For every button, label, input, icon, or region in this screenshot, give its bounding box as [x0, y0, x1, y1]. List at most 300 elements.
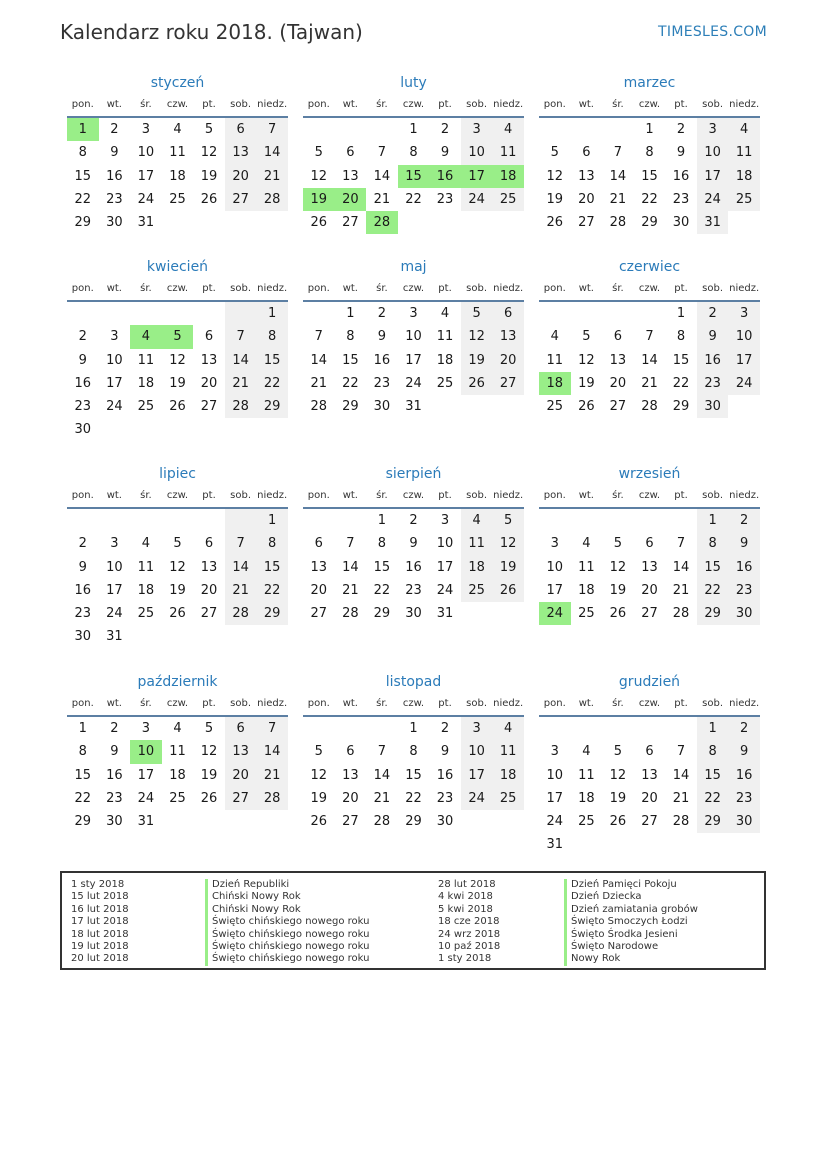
day-grid — [303, 118, 524, 234]
weekday-label: sob. — [230, 283, 252, 294]
weekday-label: pt. — [202, 490, 216, 501]
day-cell: 17 — [137, 168, 155, 184]
holiday-day-cell: 28 — [366, 211, 398, 234]
day-cell: 20 — [609, 375, 627, 391]
legend-date: 1 sty 2018 — [438, 953, 492, 965]
month-block — [67, 252, 288, 442]
legend-dates-left — [71, 879, 129, 966]
day-cell: 29 — [256, 395, 288, 418]
day-cell: 24 — [697, 188, 729, 211]
day-cell: 18 — [492, 764, 524, 787]
day-cell: 21 — [609, 191, 627, 207]
day-cell: 25 — [169, 790, 186, 806]
day-cell: 21 — [256, 165, 288, 188]
day-cell: 1 — [697, 509, 729, 532]
day-cell: 11 — [546, 352, 564, 368]
day-cell: 29 — [373, 606, 391, 622]
day-cell: 9 — [440, 145, 450, 161]
day-cell: 21 — [256, 764, 288, 787]
legend-holiday-name: Święto chińskiego nowego roku — [212, 953, 370, 965]
day-cell-empty — [366, 717, 398, 740]
weekday-label: pt. — [674, 283, 688, 294]
day-cell: 1 — [409, 122, 418, 137]
day-cell: 30 — [728, 602, 760, 625]
month-block — [303, 68, 524, 234]
day-cell: 25 — [461, 579, 493, 602]
weekday-label: pon. — [543, 698, 566, 709]
day-cell-empty — [665, 717, 697, 740]
day-cell: 18 — [578, 582, 595, 598]
weekday-label: pon. — [543, 490, 566, 501]
day-cell-empty — [539, 509, 571, 532]
weekday-label: pon. — [307, 99, 330, 110]
day-cell: 31 — [436, 606, 454, 622]
day-cell: 28 — [641, 399, 658, 415]
day-cell: 31 — [546, 837, 564, 853]
weekday-label: pt. — [674, 99, 688, 110]
month-name: wrzesień — [618, 466, 681, 482]
weekday-header — [539, 94, 760, 118]
day-cell: 14 — [225, 556, 257, 579]
month-block — [539, 459, 760, 625]
day-cell: 16 — [405, 559, 422, 575]
day-cell: 20 — [200, 582, 218, 598]
day-cell: 11 — [492, 141, 524, 164]
day-cell: 5 — [550, 145, 559, 161]
day-cell: 13 — [310, 559, 328, 575]
weekday-header — [303, 94, 524, 118]
weekday-label: czw. — [638, 283, 661, 294]
day-cell: 28 — [672, 814, 690, 830]
day-cell: 3 — [409, 306, 418, 321]
day-cell: 4 — [141, 536, 151, 552]
legend-holiday-name: Święto Środka Jesieni — [571, 928, 678, 940]
day-cell-empty — [366, 118, 398, 141]
month-block — [67, 667, 288, 833]
month-block — [67, 68, 288, 234]
day-cell: 5 — [314, 145, 323, 161]
weekday-label: czw. — [638, 698, 661, 709]
day-cell: 7 — [225, 532, 257, 555]
day-cell: 27 — [578, 215, 595, 231]
day-cell: 12 — [310, 767, 328, 783]
legend-date: 18 lut 2018 — [71, 928, 129, 940]
holiday-day-cell: 10 — [130, 740, 162, 763]
day-cell: 18 — [728, 165, 760, 188]
day-cell: 28 — [310, 399, 328, 415]
day-cell: 22 — [74, 191, 92, 207]
day-cell: 25 — [546, 399, 564, 415]
day-cell: 28 — [609, 215, 627, 231]
legend-holiday-name: Święto chińskiego nowego roku — [212, 928, 370, 940]
day-cell: 23 — [106, 790, 123, 806]
weekday-label: niedz. — [493, 698, 524, 709]
weekday-label: sob. — [466, 99, 488, 110]
day-cell: 22 — [373, 582, 391, 598]
legend-date: 20 lut 2018 — [71, 953, 129, 965]
day-cell: 14 — [256, 141, 288, 164]
day-cell: 23 — [672, 191, 690, 207]
weekday-label: pt. — [202, 283, 216, 294]
day-cell: 11 — [137, 559, 155, 575]
day-cell: 7 — [256, 118, 288, 141]
weekday-label: niedz. — [493, 99, 524, 110]
day-cell: 7 — [377, 145, 387, 161]
day-cell: 18 — [137, 582, 155, 598]
weekday-label: niedz. — [257, 698, 288, 709]
day-cell: 17 — [461, 764, 493, 787]
day-cell: 23 — [436, 191, 454, 207]
weekday-header — [67, 485, 288, 509]
day-cell: 20 — [578, 191, 595, 207]
day-cell: 6 — [346, 145, 355, 161]
month-block — [539, 252, 760, 418]
day-cell: 15 — [697, 764, 729, 787]
day-cell: 13 — [609, 352, 627, 368]
day-cell: 29 — [641, 215, 658, 231]
day-cell: 8 — [697, 532, 729, 555]
day-cell: 24 — [728, 372, 760, 395]
day-cell: 3 — [141, 122, 151, 137]
day-cell: 25 — [578, 606, 595, 622]
day-cell-empty — [571, 118, 603, 141]
day-cell: 21 — [225, 372, 257, 395]
day-cell: 14 — [310, 352, 328, 368]
day-cell: 2 — [78, 329, 87, 345]
day-cell: 24 — [106, 606, 123, 622]
day-cell: 9 — [78, 559, 87, 575]
day-cell-empty — [335, 509, 367, 532]
day-cell-empty — [193, 509, 225, 532]
day-cell-empty — [130, 509, 162, 532]
day-cell: 16 — [373, 352, 391, 368]
day-cell: 31 — [106, 629, 123, 645]
weekday-header — [539, 278, 760, 302]
day-grid — [67, 118, 288, 234]
day-cell: 11 — [492, 740, 524, 763]
day-cell: 20 — [200, 375, 218, 391]
day-cell: 1 — [697, 717, 729, 740]
day-cell: 7 — [676, 536, 686, 552]
month-name: luty — [400, 75, 427, 91]
day-cell: 18 — [436, 352, 454, 368]
day-cell: 29 — [405, 814, 422, 830]
weekday-label: pt. — [674, 490, 688, 501]
weekday-label: wt. — [106, 283, 122, 294]
day-cell: 25 — [578, 814, 595, 830]
day-cell: 6 — [492, 302, 524, 325]
day-cell: 24 — [405, 375, 422, 391]
day-grid — [67, 509, 288, 649]
day-cell: 14 — [641, 352, 658, 368]
legend-holiday-name: Święto chińskiego nowego roku — [212, 916, 370, 928]
weekday-label: sob. — [230, 490, 252, 501]
day-cell: 2 — [78, 536, 87, 552]
weekday-label: śr. — [140, 283, 152, 294]
day-grid — [303, 717, 524, 833]
day-cell: 20 — [641, 582, 658, 598]
day-cell: 1 — [377, 513, 387, 528]
day-cell: 6 — [346, 744, 355, 760]
day-cell: 29 — [74, 215, 92, 231]
day-cell: 25 — [436, 375, 454, 391]
day-cell: 22 — [256, 579, 288, 602]
day-cell: 2 — [728, 717, 760, 740]
day-cell: 26 — [609, 606, 627, 622]
day-cell: 26 — [578, 399, 595, 415]
day-cell: 3 — [550, 744, 559, 760]
day-cell: 14 — [342, 559, 359, 575]
day-cell: 9 — [728, 532, 760, 555]
day-cell: 13 — [641, 767, 658, 783]
day-cell: 4 — [492, 717, 524, 740]
weekday-label: śr. — [376, 698, 388, 709]
day-cell: 2 — [440, 122, 450, 137]
day-cell: 23 — [728, 787, 760, 810]
day-cell: 5 — [582, 329, 591, 345]
day-cell: 27 — [225, 787, 257, 810]
legend-holiday-name: Chiński Nowy Rok — [212, 903, 301, 915]
day-cell: 15 — [74, 767, 92, 783]
day-cell: 25 — [492, 188, 524, 211]
weekday-label: czw. — [402, 490, 425, 501]
day-cell: 24 — [106, 399, 123, 415]
weekday-label: niedz. — [257, 490, 288, 501]
day-cell: 10 — [461, 141, 493, 164]
day-cell: 12 — [609, 767, 627, 783]
day-cell: 3 — [110, 329, 119, 345]
day-cell: 24 — [137, 790, 155, 806]
day-cell: 17 — [405, 352, 422, 368]
month-block — [303, 459, 524, 625]
weekday-label: czw. — [638, 490, 661, 501]
weekday-label: niedz. — [729, 698, 760, 709]
day-grid — [539, 118, 760, 234]
day-cell: 20 — [225, 764, 257, 787]
day-cell: 26 — [200, 191, 218, 207]
day-cell: 13 — [225, 740, 257, 763]
holiday-day-cell: 17 — [461, 165, 493, 188]
day-cell: 28 — [373, 814, 391, 830]
day-cell: 8 — [78, 744, 87, 760]
day-cell: 30 — [672, 215, 690, 231]
weekday-header — [67, 693, 288, 717]
legend-date: 16 lut 2018 — [71, 903, 129, 915]
day-cell-empty — [634, 717, 666, 740]
day-cell: 16 — [728, 764, 760, 787]
holiday-day-cell: 20 — [335, 188, 367, 211]
weekday-label: niedz. — [257, 283, 288, 294]
day-cell: 29 — [342, 399, 359, 415]
holiday-day-cell: 15 — [398, 165, 430, 188]
day-cell: 22 — [641, 191, 658, 207]
day-cell: 20 — [310, 582, 328, 598]
day-cell: 15 — [74, 168, 92, 184]
weekday-label: pon. — [71, 99, 94, 110]
day-cell: 7 — [225, 325, 257, 348]
day-cell-empty — [225, 509, 257, 532]
day-cell: 11 — [461, 532, 493, 555]
day-cell: 22 — [405, 790, 422, 806]
day-cell: 9 — [440, 744, 450, 760]
day-cell: 24 — [137, 191, 155, 207]
day-cell: 14 — [373, 168, 391, 184]
day-cell: 16 — [728, 556, 760, 579]
day-cell: 11 — [728, 141, 760, 164]
day-cell-empty — [571, 717, 603, 740]
day-cell: 11 — [169, 744, 186, 760]
day-cell: 22 — [342, 375, 359, 391]
day-cell: 4 — [492, 118, 524, 141]
month-name: kwiecień — [146, 259, 209, 275]
day-cell: 19 — [169, 582, 186, 598]
day-cell-empty — [539, 118, 571, 141]
weekday-label: czw. — [166, 99, 189, 110]
legend-date: 24 wrz 2018 — [438, 928, 501, 940]
day-cell: 19 — [310, 790, 328, 806]
day-cell-empty — [602, 509, 634, 532]
weekday-label: pon. — [307, 490, 330, 501]
day-cell: 12 — [169, 559, 186, 575]
day-cell: 28 — [225, 395, 257, 418]
day-cell: 26 — [310, 814, 328, 830]
day-cell: 21 — [225, 579, 257, 602]
day-cell: 7 — [645, 329, 654, 345]
day-cell: 14 — [609, 168, 627, 184]
day-cell: 1 — [409, 721, 418, 736]
weekday-label: wt. — [578, 490, 594, 501]
day-cell: 8 — [346, 329, 355, 345]
day-cell: 17 — [436, 559, 454, 575]
holiday-day-cell: 24 — [539, 602, 571, 625]
day-cell: 26 — [492, 579, 524, 602]
weekday-header — [539, 693, 760, 717]
day-cell: 29 — [697, 810, 729, 833]
day-cell: 19 — [200, 767, 218, 783]
weekday-label: pon. — [543, 283, 566, 294]
weekday-label: sob. — [702, 698, 724, 709]
day-cell: 24 — [461, 188, 493, 211]
day-cell: 23 — [405, 582, 422, 598]
day-cell: 25 — [137, 606, 155, 622]
day-cell: 15 — [672, 352, 690, 368]
day-cell: 27 — [342, 814, 359, 830]
day-cell: 4 — [550, 329, 559, 345]
day-cell: 8 — [256, 325, 288, 348]
day-cell: 6 — [314, 536, 323, 552]
day-cell: 25 — [169, 191, 186, 207]
day-cell: 12 — [546, 168, 564, 184]
day-cell-empty — [162, 302, 194, 325]
day-cell: 15 — [641, 168, 658, 184]
day-cell: 8 — [377, 536, 387, 552]
brand-link[interactable]: TIMESLES.COM — [658, 24, 767, 40]
legend-holiday-name: Dzień Dziecka — [571, 891, 642, 903]
day-cell-empty — [602, 118, 634, 141]
day-cell: 10 — [436, 536, 454, 552]
legend-date: 1 sty 2018 — [71, 879, 125, 890]
day-cell: 11 — [436, 329, 454, 345]
day-cell: 1 — [676, 306, 686, 321]
day-cell: 4 — [582, 536, 591, 552]
legend-date: 4 kwi 2018 — [438, 891, 493, 903]
day-cell: 2 — [440, 721, 450, 736]
month-name: sierpień — [385, 466, 442, 482]
day-cell: 18 — [578, 790, 595, 806]
day-cell: 15 — [256, 556, 288, 579]
day-cell: 30 — [373, 399, 391, 415]
weekday-label: wt. — [578, 99, 594, 110]
day-cell: 1 — [78, 721, 87, 736]
day-cell: 22 — [74, 790, 92, 806]
day-cell-empty — [193, 302, 225, 325]
day-cell: 9 — [676, 145, 686, 161]
day-cell: 12 — [169, 352, 186, 368]
day-cell: 19 — [492, 556, 524, 579]
day-cell: 28 — [256, 188, 288, 211]
weekday-label: śr. — [140, 99, 152, 110]
weekday-label: wt. — [578, 283, 594, 294]
weekday-label: pt. — [438, 99, 452, 110]
day-cell: 19 — [169, 375, 186, 391]
day-cell: 17 — [546, 790, 564, 806]
day-cell-empty — [571, 302, 603, 325]
weekday-label: śr. — [612, 698, 624, 709]
month-name: lipiec — [159, 466, 196, 482]
day-cell: 1 — [256, 509, 288, 532]
day-cell: 9 — [697, 325, 729, 348]
legend-date: 10 paź 2018 — [438, 940, 501, 952]
weekday-label: wt. — [578, 698, 594, 709]
day-cell: 16 — [74, 582, 92, 598]
day-cell: 10 — [546, 559, 564, 575]
weekday-label: śr. — [140, 490, 152, 501]
month-block — [303, 667, 524, 833]
weekday-label: niedz. — [493, 283, 524, 294]
day-cell: 14 — [225, 349, 257, 372]
day-grid — [539, 302, 760, 418]
day-cell: 31 — [137, 215, 155, 231]
day-cell: 13 — [578, 168, 595, 184]
day-cell: 8 — [676, 329, 686, 345]
day-cell: 21 — [342, 582, 359, 598]
day-cell: 14 — [672, 767, 690, 783]
day-cell: 4 — [582, 744, 591, 760]
day-cell: 2 — [377, 306, 387, 321]
day-cell: 16 — [106, 168, 123, 184]
day-cell: 9 — [110, 145, 119, 161]
weekday-label: sob. — [466, 283, 488, 294]
holiday-legend — [60, 871, 766, 970]
day-cell: 7 — [314, 329, 323, 345]
weekday-label: niedz. — [493, 490, 524, 501]
day-cell: 12 — [578, 352, 595, 368]
holiday-day-cell: 18 — [539, 372, 571, 395]
weekday-label: pon. — [307, 698, 330, 709]
day-cell: 10 — [697, 141, 729, 164]
holiday-day-cell: 1 — [67, 118, 99, 141]
day-cell: 29 — [697, 602, 729, 625]
day-cell: 13 — [200, 352, 218, 368]
day-cell: 6 — [204, 536, 214, 552]
day-cell: 7 — [346, 536, 355, 552]
day-cell: 2 — [110, 721, 119, 736]
weekday-label: sob. — [466, 490, 488, 501]
day-cell: 21 — [373, 191, 391, 207]
day-cell: 25 — [728, 188, 760, 211]
day-cell: 12 — [609, 559, 627, 575]
day-cell: 13 — [200, 559, 218, 575]
